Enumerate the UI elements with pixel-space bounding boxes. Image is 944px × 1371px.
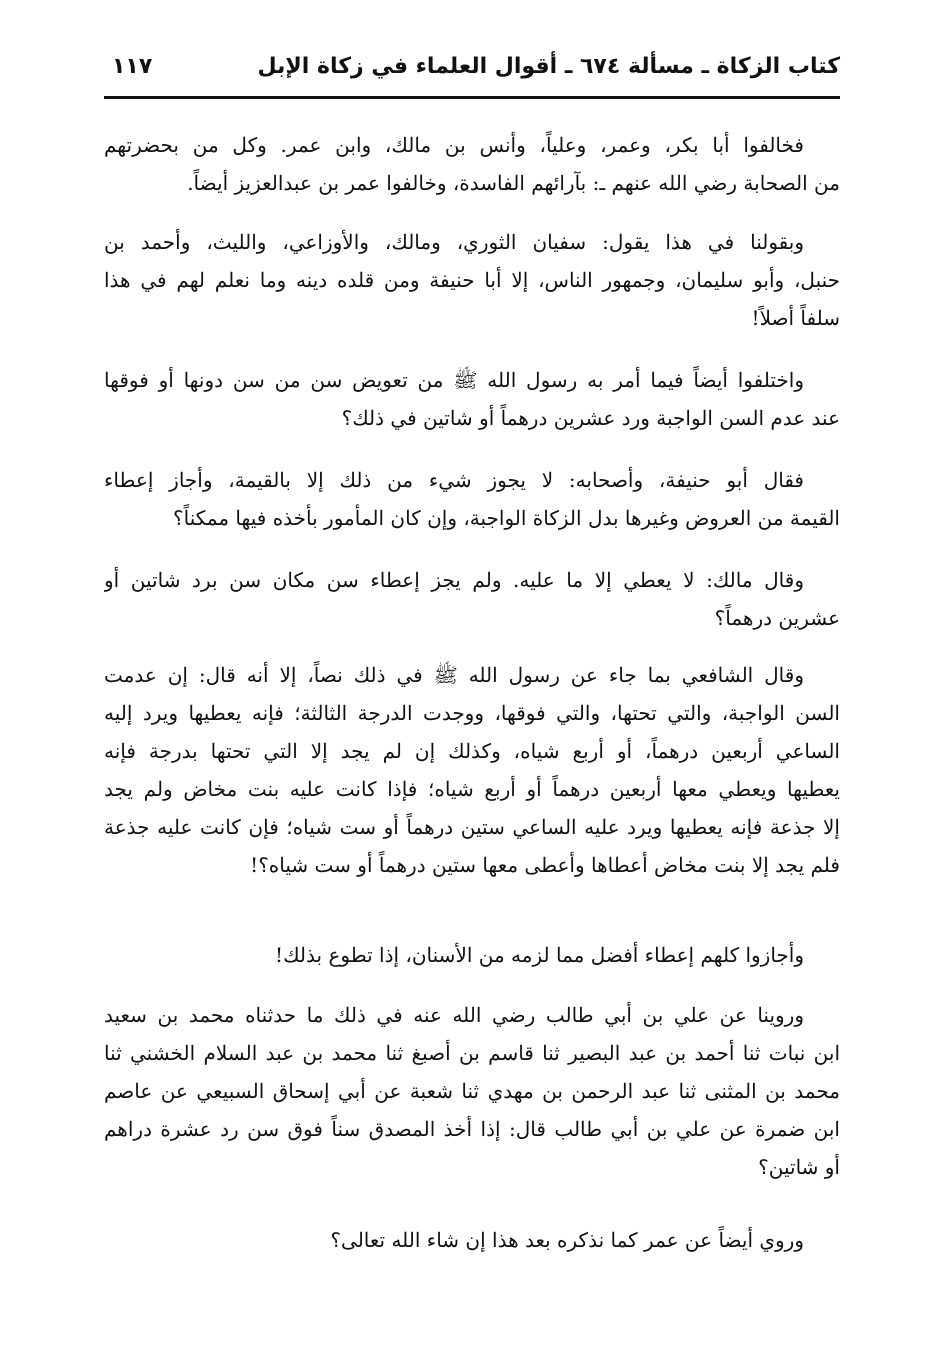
text-line: ابن نبات ثنا أحمد بن عبد البصير ثنا قاسم بن أصبغ ثنا محمد بن عبد السلام الخشني ثنا [104,1041,840,1065]
text-line: من الصحابة رضي الله عنهم ـ: بآرائهم الفاسدة، وخالفوا عمر بن عبدالعزيز أيضاً. [187,171,840,195]
text-line: فقال أبو حنيفة، وأصحابه: لا يجوز شيء من ذلك إلا بالقيمة، وأجاز إعطاء [104,468,804,492]
paragraph [104,561,840,637]
text-line: يعطيها ويعطي معها أربعين درهماً أو أربع شياه؛ فإذا كانت عليه بنت مخاض ولم يجد [104,777,840,801]
text-line: فلم يجد إلا بنت مخاض أعطاها وأعطى معها ستين درهماً أو ست شياه؟! [250,853,840,877]
text-line: السن الواجبة، والتي تحتها، والتي فوقها، ووجدت الدرجة الثالثة؛ فإنه يعطيها ويرد إليه [104,701,840,725]
text-line: واختلفوا أيضاً فيما أمر به رسول الله ﷺ من تعويض سن من سن دونها أو فوقها [104,368,804,392]
text-line: حنبل، وأبو سليمان، وجمهور الناس، إلا أبا حنيفة ومن قلده دينه وما نعلم لهم في هذا [104,268,840,292]
paragraph [104,223,840,337]
text-line: وقال مالك: لا يعطي إلا ما عليه. ولم يجز إعطاء سن مكان سن برد شاتين أو [104,568,804,592]
paragraph [104,461,840,537]
page-number: ١١٧ [112,54,153,79]
text-line: أو شاتين؟ [758,1155,840,1179]
running-header-title: كتاب الزكاة ـ مسألة ٦٧٤ ـ أقوال العلماء في زكاة الإبل [257,54,840,79]
text-line: الساعي أربعين درهماً، أو أربع شياه، وكذلك إن لم يجد إلا التي تحتها بدرجة فإنه [104,739,840,763]
paragraph [104,936,840,974]
text-line: ابن ضمرة عن علي بن أبي طالب قال: إذا أخذ المصدق سناً فوق سن رد عشرة دراهم [104,1117,840,1141]
text-line: عند عدم السن الواجبة ورد عشرين درهماً أو شاتين في ذلك؟ [341,406,840,430]
text-line: محمد بن المثنى ثنا عبد الرحمن بن مهدي ثنا شعبة عن أبي إسحاق السبيعي عن عاصم [104,1079,840,1103]
paragraph [104,656,840,884]
text-line: إلا جذعة فإنه يعطيها ويرد عليه الساعي ستين درهماً أو ست شياه؛ فإن كانت عليه جذعة [104,815,840,839]
text-line: سلفاً أصلاً! [751,306,840,330]
text-line: فخالفوا أبا بكر، وعمر، وعلياً، وأنس بن مالك، وابن عمر. وكل من بحضرتهم [104,133,804,157]
text-line: وبقولنا في هذا يقول: سفيان الثوري، ومالك، والأوزاعي، والليث، وأحمد بن [104,230,804,254]
text-line: وقال الشافعي بما جاء عن رسول الله ﷺ في ذلك نصاً، إلا أنه قال: إن عدمت [104,663,804,687]
text-line: وأجازوا كلهم إعطاء أفضل مما لزمه من الأسنان، إذا تطوع بذلك! [275,943,804,967]
paragraph [104,361,840,437]
text-line: عشرين درهماً؟ [714,606,840,630]
text-line: وروينا عن علي بن أبي طالب رضي الله عنه في ذلك ما حدثناه محمد بن سعيد [104,1003,804,1027]
paragraph [104,996,840,1186]
header-rule [104,96,840,99]
paragraph [104,126,840,202]
text-line: وروي أيضاً عن عمر كما نذكره بعد هذا إن شاء الله تعالى؟ [330,1228,804,1252]
text-line: القيمة من العروض وغيرها بدل الزكاة الواجبة، وإن كان المأمور بأخذه فيها ممكناً؟ [173,506,840,530]
paragraph [104,1221,840,1259]
